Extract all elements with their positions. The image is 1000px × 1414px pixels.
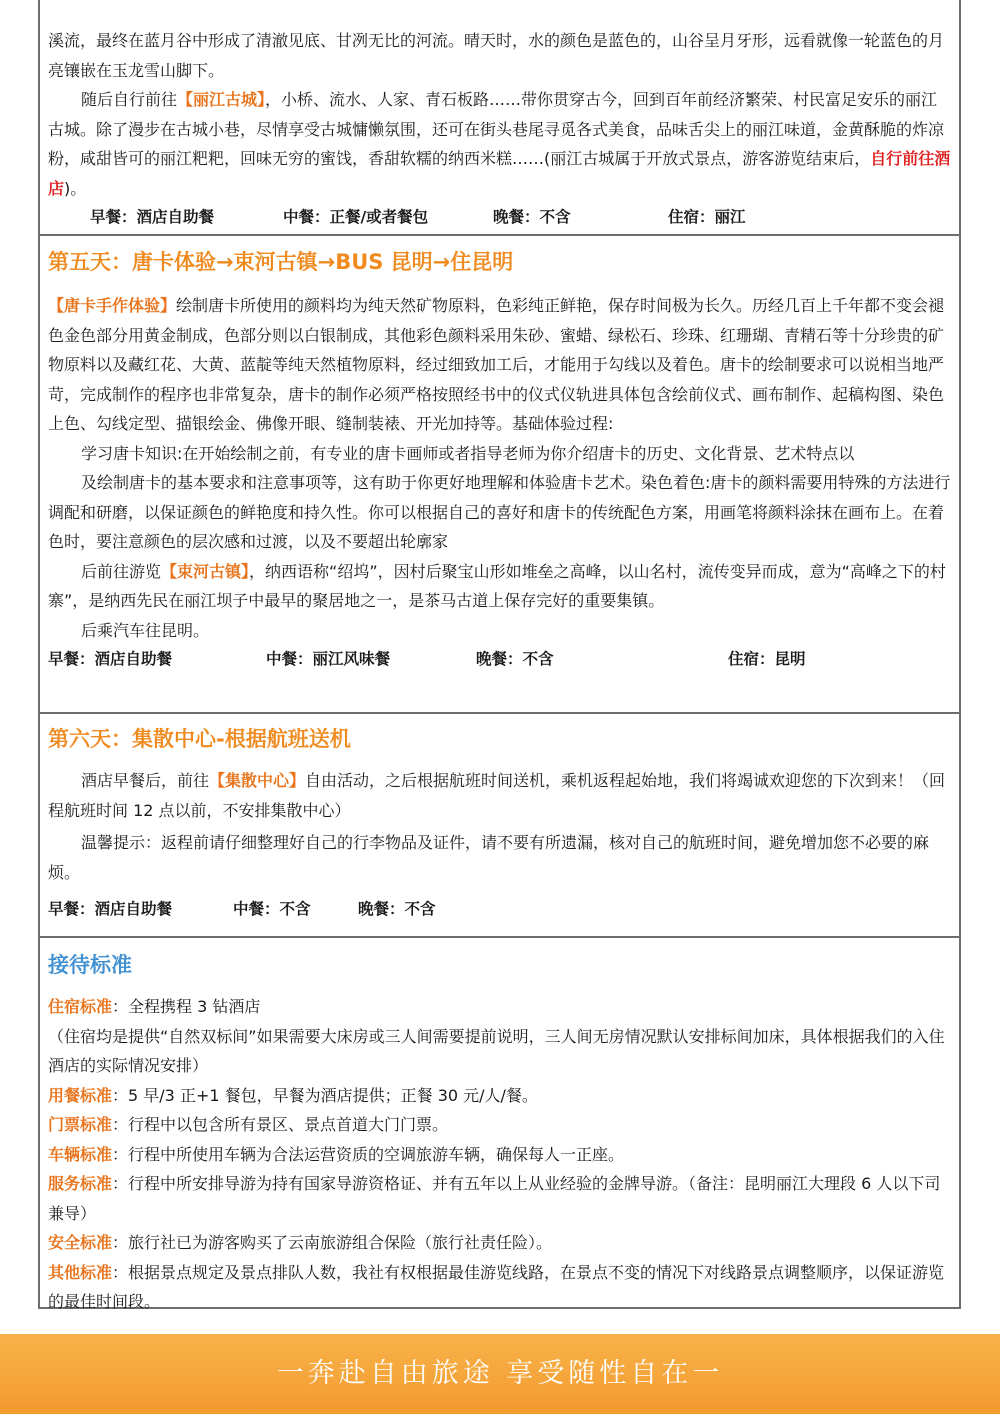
intro-p2-pre: 随后自行前往 bbox=[81, 90, 178, 109]
day6-lunch: 中餐：不含 bbox=[233, 900, 311, 918]
day6-p1-body: 自由活动，之后根据航班时间送机，乘机返程起始地，我们将竭诚欢迎您的下次到来！（回程航班时间 12 点以前，不安排集散中心） bbox=[48, 771, 946, 820]
day5-stay: 住宿：昆明 bbox=[728, 650, 806, 668]
standards-list bbox=[48, 992, 951, 1317]
day5-breakfast: 早餐：酒店自助餐 bbox=[48, 650, 173, 668]
standard-item bbox=[48, 1258, 951, 1317]
standard-text: ：行程中以包含所有景区、景点首道大门门票。 bbox=[112, 1115, 449, 1134]
day6-paragraph-1 bbox=[48, 766, 951, 825]
standard-item bbox=[48, 1140, 951, 1170]
day4-breakfast: 早餐：酒店自助餐 bbox=[90, 208, 215, 226]
standards-section bbox=[38, 950, 961, 1317]
standard-item bbox=[48, 992, 951, 1022]
intro-paragraph-1: 溪流，最终在蓝月谷中形成了清澈见底、甘冽无比的河流。晴天时，水的颜色是蓝色的，山谷呈月牙形，远看就像一轮蓝色的月亮镶嵌在玉龙雪山脚下。 bbox=[48, 31, 945, 80]
day5-lunch: 中餐：丽江风味餐 bbox=[266, 650, 391, 668]
standard-item bbox=[48, 1081, 951, 1111]
standard-item bbox=[48, 1110, 951, 1140]
intro-paragraph-2 bbox=[48, 85, 951, 203]
standard-label: 其他标准 bbox=[48, 1262, 113, 1282]
day5-dinner: 晚餐：不含 bbox=[476, 650, 554, 668]
standard-item bbox=[48, 1022, 951, 1081]
standard-text: ：行程中所安排导游为持有国家导游资格证、并有五年以上从业经验的金牌导游。（备注：昆明丽江大理段 6 人以下司兼导） bbox=[48, 1174, 941, 1223]
day6-dinner: 晚餐：不含 bbox=[358, 900, 436, 918]
day4-continuation bbox=[38, 26, 961, 231]
standard-text: ：旅行社已为游客购买了云南旅游组合保险（旅行社责任险）。 bbox=[112, 1233, 553, 1252]
day5-p1-body: 绘制唐卡所使用的颜料均为纯天然矿物原料，色彩纯正鲜艳，保存时间极为长久。历经几百上千年都不变会褪色金色部分用黄金制成，色部分则以白银制成，其他彩色颜料采用朱砂、蜜蜡、绿松石、珍珠、红珊瑚、青精石等十分珍贵的矿物原料以及藏红花、大黄、蓝靛等纯天然植物原料，经过细致加工后，才能用于勾线以及着色。唐卡的绘制要求可以说相当地严苛，完成制作的程序也非常复杂，唐卡的制作必须严格按照经书中的仪式仪轨进具体包含绘前仪式、画布制作、起稿构图、染色上色、勾线定型、描银绘金、佛像开眼、缝制装裱、开光加持等。基础体验过程: bbox=[48, 296, 945, 433]
day5-p4-pre: 后前往游览 bbox=[81, 561, 162, 581]
standard-item bbox=[48, 1228, 951, 1258]
day5-paragraph-1 bbox=[48, 291, 951, 439]
standard-label: 住宿标准 bbox=[48, 997, 113, 1016]
standard-label: 服务标准 bbox=[48, 1174, 113, 1193]
footer-banner bbox=[0, 1334, 1000, 1414]
standard-text: （住宿均是提供“自然双标间”如果需要大床房或三人间需要提前说明，三人间无房情况默认安排标间加床，具体根据我们的入住酒店的实际情况安排） bbox=[48, 1026, 945, 1075]
standard-text: ：根据景点规定及景点排队人数，我社有权根据最佳游览线路，在景点不变的情况下对线路景点调整顺序，以保证游览的最佳时间段。 bbox=[48, 1262, 945, 1311]
divider-standards bbox=[38, 936, 961, 938]
day5-p3-body: 及绘制唐卡的基本要求和注意事项等，这有助于你更好地理解和体验唐卡艺术。染色着色:唐卡的颜料需要用特殊的方法进行调配和研磨，以保证颜色的鲜艳度和持久性。你可以根据自己的喜好和唐卡的传统配色方案，用画笔将颜料涂抹在画布上。在着色时，要注意颜色的层次感和过渡，以及不要超出轮廓家 bbox=[48, 473, 951, 551]
standard-label: 用餐标准 bbox=[48, 1085, 113, 1105]
lijiang-old-town-highlight: 【丽江古城】 bbox=[177, 90, 266, 109]
standard-label: 门票标准 bbox=[48, 1115, 113, 1134]
intro-p2-body: ，小桥、流水、人家、青石板路……带你贯穿古今，回到百年前经济繁荣、村民富足安乐的丽江古城。除了漫步在古城小巷，尽情享受古城慵懒氛围，还可在街头巷尾寻觅各式美食，品味舌尖上的丽江味道，金黄酥脆的炸凉粉，咸甜皆可的丽江粑粑，回味无穷的蜜饯，香甜软糯的纳西米糕……(丽江古城属于开放式景点，游客游览结束后， bbox=[48, 90, 945, 168]
day5-paragraph-4 bbox=[48, 557, 951, 616]
day5-meals-row bbox=[48, 645, 951, 673]
day6-p1-pre: 酒店早餐后，前往 bbox=[81, 771, 210, 790]
standard-item bbox=[48, 1169, 951, 1228]
day6-paragraph-2: 温馨提示：返程前请仔细整理好自己的行李物品及证件，请不要有所遗漏，核对自己的航班时间，避免增加您不必要的麻烦。 bbox=[48, 833, 930, 882]
distribution-center-highlight: 【集散中心】 bbox=[209, 771, 306, 790]
standard-text: ：5 早/3 正+1 餐包，早餐为酒店提供；正餐 30 元/人/餐。 bbox=[112, 1085, 538, 1105]
day4-dinner: 晚餐：不含 bbox=[493, 208, 571, 226]
footer-slogan: 一奔赴自由旅途 享受随性自在一 bbox=[276, 1358, 724, 1389]
day6-title: 第六天：集散中心-根据航班送机 bbox=[48, 727, 351, 751]
standard-label: 车辆标准 bbox=[48, 1144, 113, 1164]
divider-day5 bbox=[38, 234, 961, 236]
standard-text: ：行程中所使用车辆为合法运营资质的空调旅游车辆，确保每人一正座。 bbox=[112, 1144, 625, 1164]
shuhe-town-highlight: 【束河古镇】 bbox=[161, 561, 250, 581]
day5-paragraph-5: 后乘汽车往昆明。 bbox=[81, 620, 210, 640]
thangka-highlight: 【唐卡手作体验】 bbox=[48, 296, 177, 315]
standard-label: 安全标准 bbox=[48, 1233, 113, 1252]
day6-section bbox=[38, 724, 961, 923]
day5-title: 第五天：唐卡体验→束河古镇→BUS 昆明→住昆明 bbox=[48, 250, 514, 274]
divider-day6 bbox=[38, 712, 961, 714]
day5-paragraph-2: 学习唐卡知识:在开始绘制之前，有专业的唐卡画师或者指导老师为你介绍唐卡的历史、文化背景、艺术特点以 bbox=[81, 443, 855, 463]
day4-stay: 住宿：丽江 bbox=[668, 208, 746, 226]
day5-p4-body: ，纳西语称“绍坞”，因村后聚宝山形如堆垒之高峰，以山名村，流传变异而成，意为“高峰之下的村寨”，是纳西先民在丽江坝子中最早的聚居地之一，是茶马古道上保存完好的重要集镇。 bbox=[48, 561, 946, 610]
standards-title: 接待标准 bbox=[48, 953, 132, 977]
standard-text: ：全程携程 3 钻酒店 bbox=[112, 997, 261, 1016]
day6-meals-row bbox=[48, 895, 951, 923]
day5-section bbox=[38, 247, 961, 673]
intro-p2-end: )。 bbox=[64, 178, 87, 198]
day6-breakfast: 早餐：酒店自助餐 bbox=[48, 900, 173, 918]
day4-lunch: 中餐：正餐/或者餐包 bbox=[283, 208, 429, 226]
day4-meals-row bbox=[48, 203, 951, 231]
day5-paragraph-3 bbox=[48, 468, 951, 557]
go-to-hotel-highlight: 自行前往酒店 bbox=[48, 149, 951, 198]
